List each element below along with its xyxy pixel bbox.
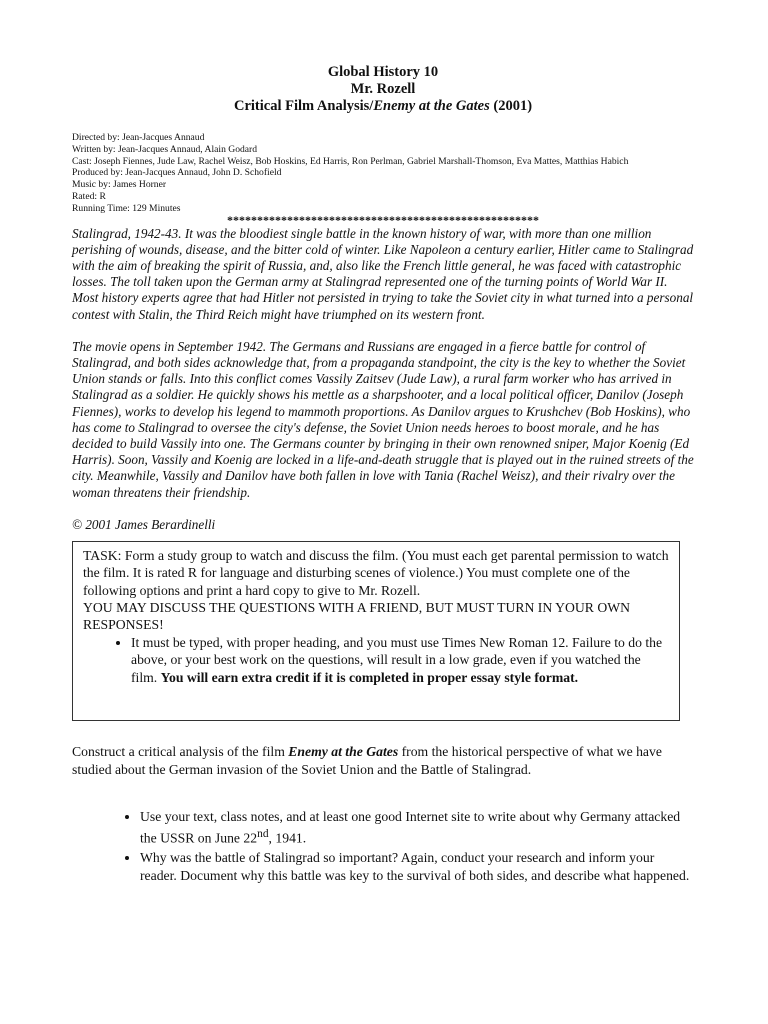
course-title: Global History 10 [327, 64, 439, 80]
document-page [72, 64, 694, 898]
credit-rating: Rated: R [72, 190, 106, 202]
task-box [72, 541, 680, 721]
credit-director: Directed by: Jean-Jacques Annaud [72, 132, 205, 143]
extra-credit-note: You will earn extra credit if it is completed in proper essay style format. [160, 669, 579, 685]
review-paragraph: The movie opens in September 1942. The Germans and Russians are engaged in a fierce battle for control of Stalingrad, and both sides acknowledge that, from a propaganda standpoint, the city is the key to whether the Soviet Union stands or falls. Into this conflict comes Vassily Zaitsev (Jude Law), a rural farm worker who has arrived in Stalingrad as a soldier. He quickly shows his mettle as a sharpshooter, and a local political officer, Danilov (Joseph Fiennes), works to develop his legend to mammoth proportions. As Danilov argues to Krushchev (Bob Hoskins), who has come to Stalingrad to oversee the city's defense, the Soviet Union needs heroes to boost morale, and he has decided to build Vassily into one. The Germans counter by bringing in their own renowned sniper, Major Koenig (Ed Harris). Soon, Vassily and Koenig are locked in a life-and-death struggle that is played out in the ruined streets of the city. Meanwhile, Vassily and Danilov have both fallen in love with Tania (Rachel Weisz), and their rivalry over the woman threatens their friendship. [72, 338, 694, 500]
credit-producer: Produced by: Jean-Jacques Annaud, John D. Schofield [72, 167, 282, 179]
star-divider: **************************************************** [227, 212, 539, 227]
film-title: Enemy at the Gates [373, 98, 490, 114]
task-requirements-list [83, 634, 669, 686]
question-list [72, 808, 694, 884]
assignment-title: Critical Film Analysis/Enemy at the Gates (2001) [233, 98, 533, 114]
teacher-name: Mr. Rozell [350, 81, 416, 97]
credit-runtime: Running Time: 129 Minutes [72, 202, 181, 214]
list-item: • Use your text, class notes, and at least one good Internet site to write about why Germany attacked the USSR on June 22nd, 1941. [140, 808, 694, 847]
film-credits [72, 132, 694, 215]
assignment-prompt: Construct a critical analysis of the film Enemy at the Gates from the historical perspective of what we have studied about the German invasion of the Soviet Union and the Battle of Stalingrad. [72, 744, 662, 777]
document-header [72, 64, 694, 115]
task-instructions: TASK: Form a study group to watch and discuss the film. (You must each get parental permission to watch the film. It is rated R for language and disturbing scenes of violence.) You must complete one of the following options and print a hard copy to give to Mr. Rozell. [83, 547, 669, 598]
credit-music: Music by: James Horner [72, 179, 167, 191]
task-caps-notice: YOU MAY DISCUSS THE QUESTIONS WITH A FRIEND, BUT MUST TURN IN YOUR OWN RESPONSES! [83, 600, 631, 633]
credit-writer: Written by: Jean-Jacques Annaud, Alain Godard [72, 143, 258, 155]
credit-cast: Cast: Joseph Fiennes, Jude Law, Rachel Weisz, Bob Hoskins, Ed Harris, Ron Perlman, Gabriel Marshall-Thomson, Eva Mattes, Matthias Habich [72, 155, 629, 167]
film-review [72, 226, 694, 501]
review-paragraph: Stalingrad, 1942-43. It was the bloodiest single battle in the known history of war, with more than one million perishing of wounds, disease, and the bitter cold of winter. Like Napoleon a century earlier, Hitler came to Stalingrad with the aim of breaking the spirit of Russia, and, also like the French little general, he was faced with catastrophic losses. The toll taken upon the German army at Stalingrad represented one of the turning points of World War II. Most history experts agree that had Hitler not persisted in trying to take the Soviet city in what turned into a personal contest with Stalin, the Third Reich might have triumphed on its western front. [72, 225, 694, 322]
film-title: Enemy at the Gates [288, 744, 399, 760]
list-item: • Why was the battle of Stalingrad so important? Again, conduct your research and inform your reader. Document why this battle was key to the survival of both sides, and describe what happened. [140, 849, 694, 884]
review-copyright: © 2001 James Berardinelli [72, 516, 216, 532]
list-item: • It must be typed, with proper heading, and you must use Times New Roman 12. Failure to do the above, or your best work on the questions, will result in a low grade, even if you watched the film. You will earn extra credit if it is completed in proper essay style format. [131, 634, 669, 686]
